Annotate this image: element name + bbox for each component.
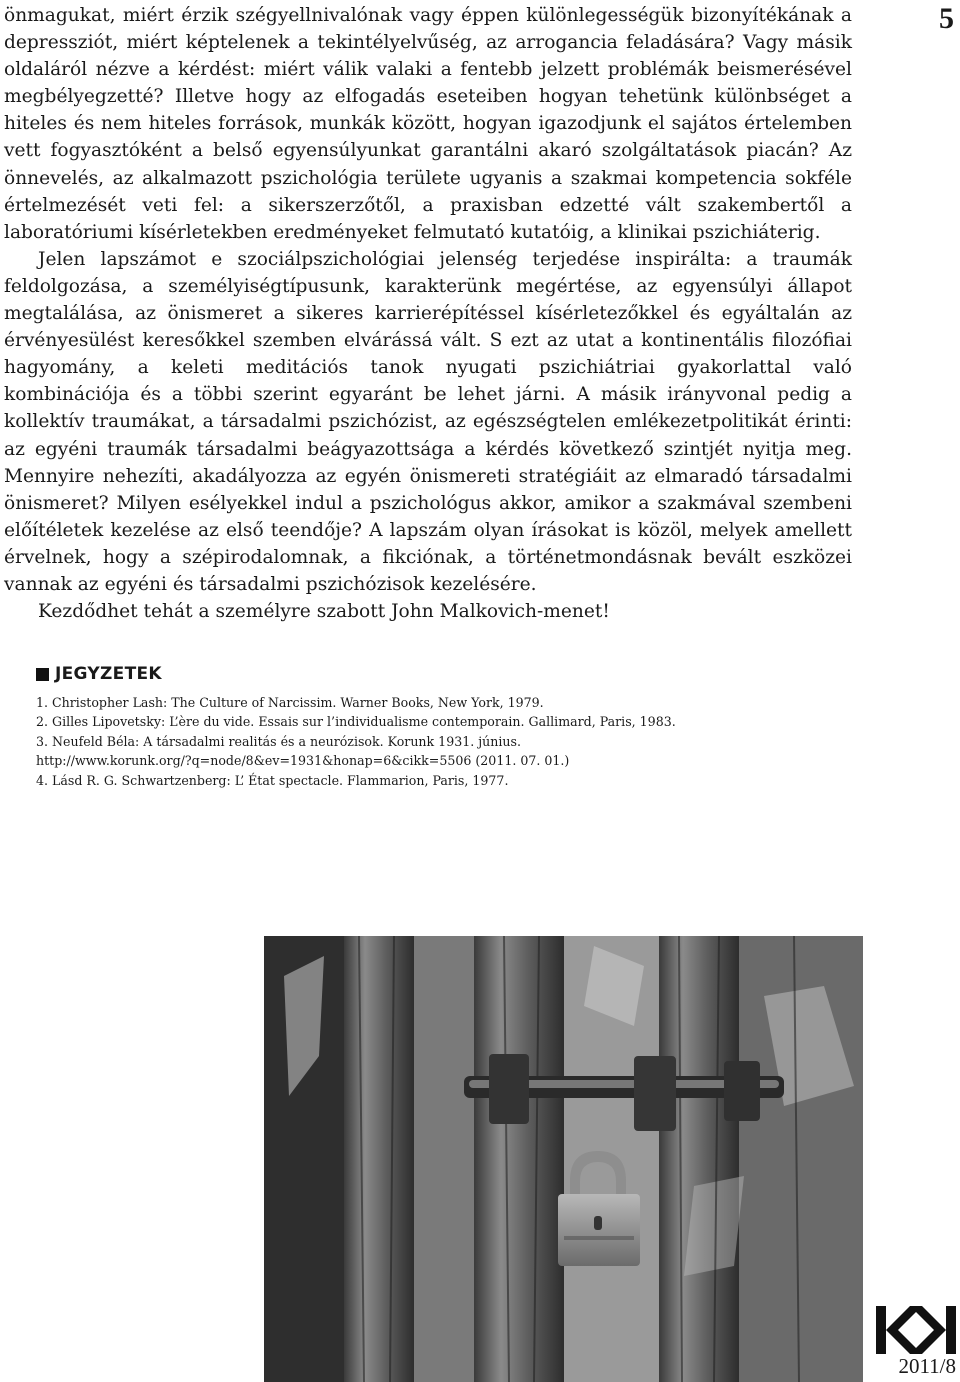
door-photo-illustration — [264, 936, 863, 1382]
note-item-1: 1. Christopher Lash: The Culture of Narcissim. Warner Books, New York, 1979. — [36, 695, 544, 710]
article-body — [4, 2, 852, 625]
note-item-4: 4. Lásd R. G. Schwartzenberg: L’ État spectacle. Flammarion, Paris, 1977. — [36, 772, 509, 788]
note-item-2: 2. Gilles Lipovetsky: L’ère du vide. Essais sur l’individualisme contemporain. Gallimard, Paris, 1983. — [36, 714, 676, 730]
paragraph-1: önmagukat, miért érzik szégyellnivalónak vagy éppen különlegességük bizonyítékának a depressziót, miért képtelenek a tekintélyelvűség, az arrogancia feladására? Vagy másik oldaláról nézve a kérdést: miért válik valaki a fentebb jelzett problémák beismerésével megbélyegzetté? Illetve hogy az elfogadás eseteiben hogyan tehetünk különbséget a hiteles és nem hiteles források, munkák között, hogyan igazodjunk el sajátos értelemben vett fogyasztóként a belső egyensúlyunkat garantálni akaró szolgáltatások piacán? Az önnevelés, az alkalmazott pszichológia területe ugyanis a szakmai kompetencia sokféle értelmezését veti fel: a sikerszerzőtől, a praxisban edzetté vált szakembertől a laboratóriumi kísérletekben eredményeket felmutató kutatóig, a klinikai pszichiáterig. — [4, 5, 852, 243]
issue-label: 2011/8 — [898, 1354, 956, 1378]
notes-section — [36, 664, 856, 790]
page-number: 5 — [939, 2, 954, 35]
korunk-logo — [876, 1306, 956, 1354]
square-bullet-icon — [36, 668, 49, 681]
paragraph-2: Jelen lapszámot e szociálpszichológiai jelenség terjedése inspirálta: a traumák feldolgozása, a személyiségtípusunk, karakterünk megértése, az egyensúlyi állapot megtalálása, az önismeret a sikeres karrierépítéssel kísérletezőkkel és egyáltalán az érvényesülést keresőkkel szemben elvárássá vált. S ezt az utat a kontinentális filozófiai hagyomány, a keleti meditációs tanok nyugati pszichiátriai gyakorlattal való kombinációja és a többi szerint egyaránt be lehet járni. A másik irányvonal pedig a kollektív traumákat, a társadalmi pszichózist, az egészségtelen emlékezetpolitikát érinti: az egyéni traumák társadalmi beágyazottsága a kérdés következő szintjét nyitja meg. Mennyire nehezíti, akadályozza az egyén önismereti stratégiáit az elmaradó társadalmi önismeret? Milyen esélyekkel indul a pszichológus akkor, amikor a szakmával szembeni előítéletek kezelése az első teendője? A lapszám olyan írásokat is közöl, melyek amellett érvelnek, hogy a szépirodalomnak, a fikciónak, a történetmondásnak bevált eszközei vannak az egyéni és társadalmi pszichózisok kezelésére. — [4, 248, 852, 595]
paragraph-3: Kezdődhet tehát a személyre szabott John Malkovich-menet! — [38, 601, 610, 623]
note-item-3 — [36, 732, 856, 771]
note-item-3-link[interactable]: http://www.korunk.org/?q=node/8&ev=1931&honap=6&cikk=5506 (2011. 07. 01.) — [36, 753, 570, 769]
notes-heading-label: JEGYZETEK — [55, 664, 162, 684]
note-item-3-text: 3. Neufeld Béla: A társadalmi realitás és a neurózisok. Korunk 1931. június. — [36, 733, 521, 749]
notes-heading — [36, 664, 856, 684]
padlocked-door-photo — [264, 936, 863, 1382]
notes-list — [36, 693, 856, 790]
